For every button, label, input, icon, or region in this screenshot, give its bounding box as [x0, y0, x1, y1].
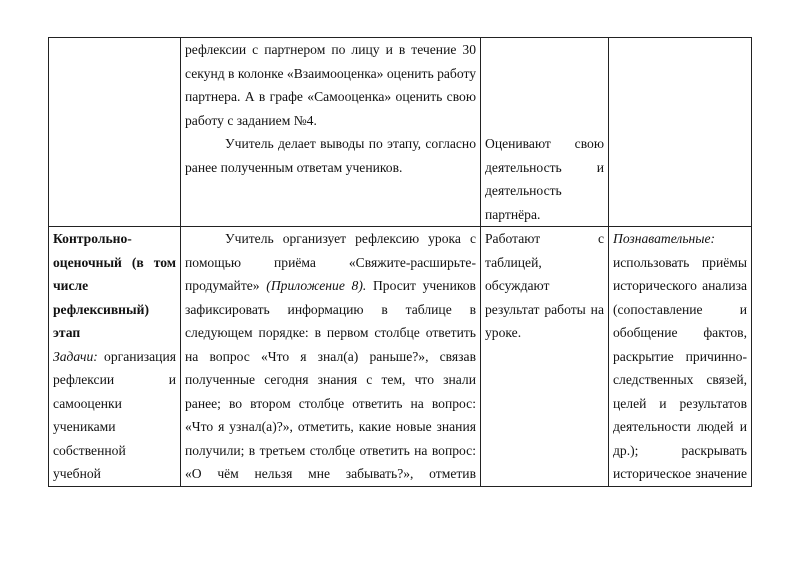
teacher-activity-cell — [181, 227, 481, 487]
text-line — [185, 392, 476, 416]
text-run: исторического анализа — [613, 278, 747, 293]
text-run: учебной — [53, 466, 101, 481]
text-run: помощью приёма «Свяжите-расширьте- — [185, 254, 476, 270]
text-run: историческое значение — [613, 466, 747, 481]
text-run: Познавательные: — [613, 231, 716, 246]
text-line — [53, 462, 176, 486]
text-line — [185, 251, 476, 275]
text-run: раскрытие причинно- — [613, 348, 747, 364]
text-line — [53, 345, 176, 369]
text-line — [53, 274, 176, 298]
text-run: этап — [53, 325, 81, 340]
text-run: Работают с — [485, 231, 604, 246]
text-line — [613, 392, 747, 416]
table-row — [49, 38, 752, 227]
text-line — [185, 156, 476, 180]
text-line — [53, 227, 176, 251]
text-run: обсуждают — [485, 278, 550, 293]
text-run: результат работы на — [485, 301, 604, 317]
text-line — [53, 415, 176, 439]
text-line — [185, 321, 476, 345]
text-run: рефлексии с партнером по лицу и в течение 30 — [185, 42, 476, 57]
text-run: др.); раскрывать — [613, 442, 747, 458]
text-run: числе — [53, 278, 89, 293]
text-run: партнёра. — [485, 206, 541, 222]
text-run: Просит учеников — [372, 278, 476, 293]
text-run: зафиксировать информацию в таблице в — [185, 301, 476, 317]
text-line — [185, 109, 476, 133]
text-run: «О чём нельзя мне забывать?», отметив — [185, 466, 476, 481]
text-run: организация — [104, 348, 176, 364]
text-run: собственной — [53, 442, 126, 458]
text-run: самооценки — [53, 395, 122, 411]
text-line — [485, 321, 604, 345]
text-line — [613, 345, 747, 369]
text-line — [185, 439, 476, 463]
text-line — [613, 321, 747, 345]
text-run: рефлексивный) — [53, 301, 149, 317]
text-run: обобщение фактов, — [613, 325, 747, 340]
text-run: ранее полученным ответам учеников. — [185, 159, 403, 175]
text-run: оценочный (в том — [53, 254, 176, 270]
text-line — [185, 298, 476, 322]
teacher-activity-cell — [181, 38, 481, 227]
text-line — [185, 368, 476, 392]
text-run: целей и результатов — [613, 395, 747, 411]
text-run: полученные сегодня знания с тем, что знали — [185, 372, 476, 387]
text-line — [485, 298, 604, 322]
text-run: секунд в колонке «Взаимооценка» оценить работу — [185, 65, 476, 81]
text-line — [485, 156, 604, 180]
stage-cell — [49, 38, 181, 227]
text-run: деятельность и — [485, 159, 604, 175]
appendix-reference: (Приложение 8). — [266, 278, 367, 293]
text-run: продумайте» — [185, 278, 260, 293]
text-run: на вопрос «Что я знал(а) раньше?», связав — [185, 348, 476, 364]
text-line — [185, 462, 476, 486]
text-run: Задачи: — [53, 348, 98, 364]
text-run: «Что я узнал(а)?», отметить, какие новые знания — [185, 419, 476, 434]
text-line — [185, 345, 476, 369]
student-activity-cell — [481, 227, 609, 487]
text-line — [485, 62, 604, 86]
text-line — [485, 274, 604, 298]
text-line — [53, 392, 176, 416]
text-run: следующем порядке: в первом столбце ответить — [185, 325, 476, 340]
text-line — [485, 251, 604, 275]
text-line — [53, 439, 176, 463]
text-line — [185, 85, 476, 109]
text-line — [613, 274, 747, 298]
text-run: рефлексии и — [53, 372, 176, 387]
text-line — [613, 227, 747, 251]
text-line — [485, 227, 604, 251]
lesson-plan-table — [48, 37, 752, 487]
text-run: Контрольно- — [53, 231, 132, 246]
text-run: деятельности людей и — [613, 419, 747, 434]
text-run: ранее; во втором столбце ответить на вопрос: — [185, 395, 476, 411]
text-line — [613, 298, 747, 322]
text-line — [53, 298, 176, 322]
text-run: работу с заданием №4. — [185, 112, 317, 128]
text-run: учениками — [53, 419, 116, 434]
text-line — [185, 62, 476, 86]
text-line — [185, 415, 476, 439]
text-line — [613, 251, 747, 275]
text-run: использовать приёмы — [613, 254, 747, 270]
text-line — [185, 227, 476, 251]
text-line — [485, 38, 604, 62]
table-row — [49, 227, 752, 487]
text-line — [485, 85, 604, 109]
text-run: таблицей, — [485, 254, 542, 270]
text-line — [613, 462, 747, 486]
text-line — [613, 415, 747, 439]
text-line — [185, 274, 476, 298]
text-line — [485, 203, 604, 227]
text-line — [613, 368, 747, 392]
text-line — [613, 439, 747, 463]
student-activity-cell — [481, 38, 609, 227]
text-line — [485, 109, 604, 133]
text-run: следственных связей, — [613, 372, 747, 387]
text-run: уроке. — [485, 325, 522, 340]
learning-outcomes-cell — [609, 227, 752, 487]
text-run: получили; в третьем столбце ответить на вопрос: — [185, 442, 476, 458]
text-line — [185, 38, 476, 62]
text-line — [53, 321, 176, 345]
stage-cell — [49, 227, 181, 487]
text-run: Оценивают свою — [485, 136, 604, 151]
text-line — [485, 132, 604, 156]
text-line — [53, 251, 176, 275]
text-line — [53, 368, 176, 392]
text-run: деятельность — [485, 183, 562, 198]
learning-outcomes-cell — [609, 38, 752, 227]
text-run: (сопоставление и — [613, 301, 747, 317]
text-line — [185, 132, 476, 156]
text-run: Учитель организует рефлексию урока с — [225, 231, 476, 246]
text-run: партнера. А в графе «Самооценка» оценить свою — [185, 89, 476, 104]
text-run: Учитель делает выводы по этапу, согласно — [225, 136, 476, 151]
text-line — [485, 179, 604, 203]
